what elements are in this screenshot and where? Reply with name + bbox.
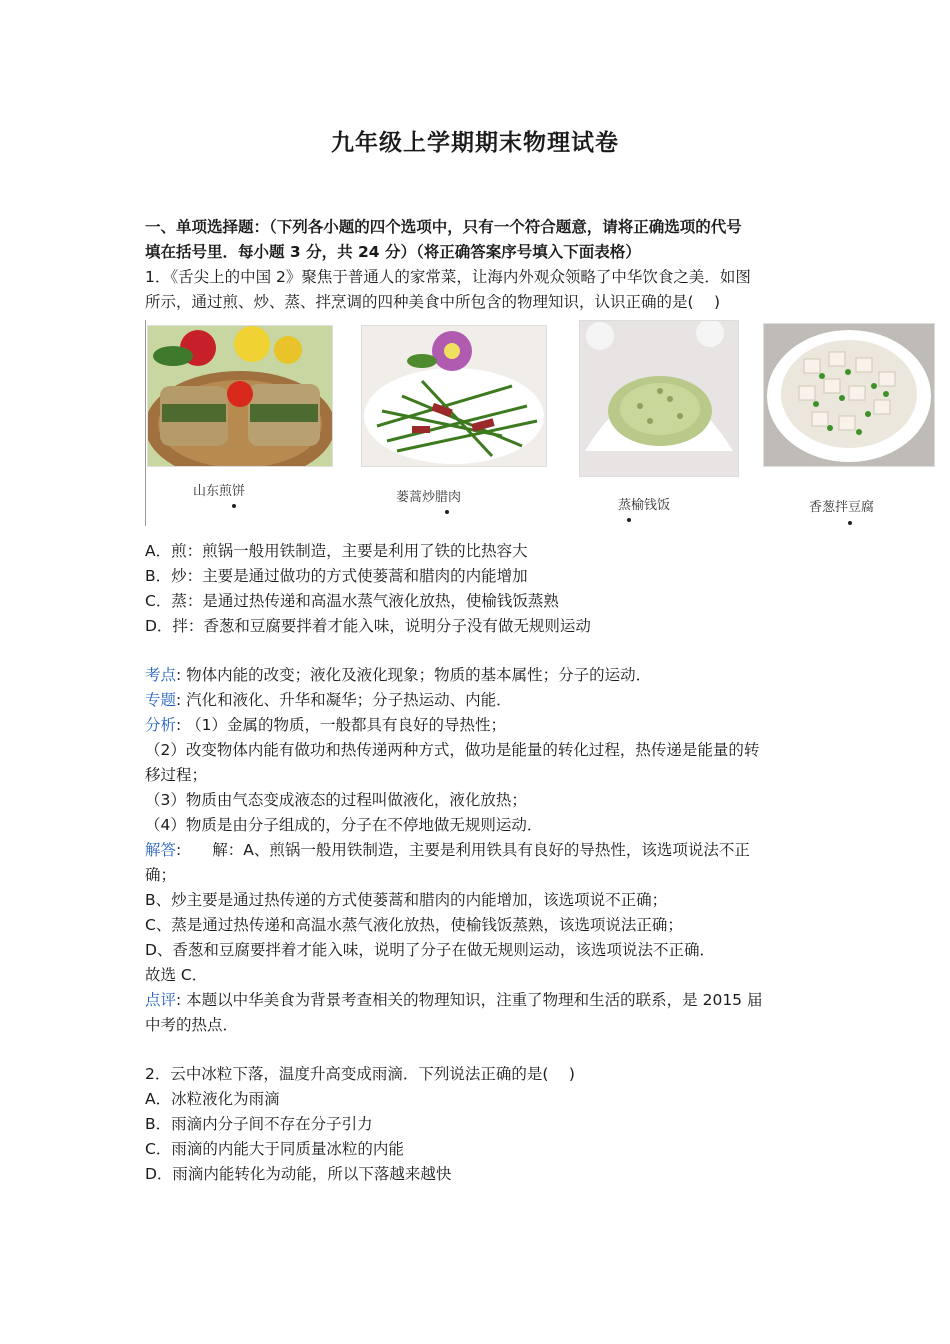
fenxi-text: : （1）金属的物质，一般都具有良好的导热性；: [176, 716, 507, 734]
q1-jieda-1b: 确；: [145, 866, 177, 884]
q1-jieda-5: 故选 C．: [145, 966, 208, 984]
q1-fenxi: [145, 713, 506, 738]
zhuanti-text: : 汽化和液化、升华和凝华；分子热运动、内能．: [176, 691, 512, 709]
kaodian-label: 考点: [145, 666, 177, 684]
q2-option-d: D．雨滴内能转化为动能，所以下落越来越快: [145, 1165, 452, 1183]
image-border-line: [145, 320, 146, 526]
caption-tofu: 香葱拌豆腐: [809, 500, 875, 515]
q1-kaodian: [145, 663, 651, 688]
q1-food-images: [145, 320, 935, 526]
q1-fenxi-4: （4）物质是由分子组成的，分子在不停地做无规则运动．: [145, 816, 543, 834]
q2-option-c: C．雨滴的内能大于同质量冰粒的内能: [145, 1140, 404, 1158]
dianping-label: 点评: [145, 991, 177, 1009]
q1-option-d: D．拌：香葱和豆腐要拌着才能入味，说明分子没有做无规则运动: [145, 617, 591, 635]
q1-option-b: B．炒：主要是通过做功的方式使蒌蒿和腊肉的内能增加: [145, 567, 528, 585]
q2-option-b: B．雨滴内分子间不存在分子引力: [145, 1115, 373, 1133]
jieda-text: : 解：A、煎锅一般用铁制造，主要是利用铁具有良好的导热性，该选项说法不正: [176, 841, 750, 859]
tofu-photo: [763, 323, 935, 467]
caption-jianbing: 山东煎饼: [193, 484, 246, 499]
caption-dot: [232, 504, 236, 508]
fenxi-label: 分析: [145, 716, 177, 734]
q1-dianping-2: 中考的热点．: [145, 1016, 239, 1034]
steamed-rice-photo: [579, 320, 739, 477]
q2-stem: 2．云中冰粒下落，温度升高变成雨滴．下列说法正确的是( ): [145, 1065, 575, 1083]
q1-dianping: [145, 988, 762, 1013]
caption-dot: [848, 521, 852, 525]
q1-jieda-2: B、炒主要是通过热传递的方式使蒌蒿和腊肉的内能增加，该选项说不正确；: [145, 891, 668, 909]
q1-option-a: A．煎：煎锅一般用铁制造，主要是利用了铁的比热容大: [145, 542, 528, 560]
q1-fenxi-3: （3）物质由气态变成液态的过程叫做液化，液化放热；: [145, 791, 527, 809]
q1-jieda: [145, 838, 750, 863]
caption-stirfry: 蒌蒿炒腊肉: [396, 490, 462, 505]
dianping-text: : 本题以中华美食为背景考查相关的物理知识，注重了物理和生活的联系，是 2015 届: [176, 991, 763, 1009]
q1-option-c: C．蒸：是通过热传递和高温水蒸气液化放热，使榆钱饭蒸熟: [145, 592, 559, 610]
section-heading-line2: 填在括号里．每小题 3 分，共 24 分）（将正确答案序号填入下面表格）: [145, 243, 641, 261]
q1-zhuanti: [145, 688, 512, 713]
caption-dot: [445, 510, 449, 514]
jianbing-photo: [147, 325, 333, 467]
kaodian-text: : 物体内能的改变；液化及液化现象；物质的基本属性；分子的运动．: [176, 666, 652, 684]
q1-jieda-4: D、香葱和豆腐要拌着才能入味，说明了分子在做无规则运动，该选项说法不正确．: [145, 941, 715, 959]
q1-fenxi-2b: 移过程；: [145, 766, 208, 784]
q1-fenxi-2a: （2）改变物体内能有做功和热传递两种方式，做功是能量的转化过程，热传递是能量的转: [145, 741, 760, 759]
caption-steamed-rice: 蒸榆钱饭: [618, 498, 671, 513]
page-title: 九年级上学期期末物理试卷: [331, 130, 619, 156]
caption-dot: [627, 518, 631, 522]
q1-stem-line1: 1．《舌尖上的中国 2》聚焦于普通人的家常菜，让海内外观众领略了中华饮食之美．如图: [145, 268, 751, 286]
stirfry-photo: [361, 325, 547, 467]
q2-option-a: A．冰粒液化为雨滴: [145, 1090, 280, 1108]
zhuanti-label: 专题: [145, 691, 177, 709]
jieda-label: 解答: [145, 841, 177, 859]
section-heading-line1: 一、单项选择题：（下列各小题的四个选项中，只有一个符合题意，请将正确选项的代号: [145, 218, 742, 236]
q1-stem-line2: 所示，通过煎、炒、蒸、拌烹调的四种美食中所包含的物理知识，认识正确的是( ): [145, 293, 721, 311]
q1-jieda-3: C、蒸是通过热传递和高温水蒸气液化放热，使榆钱饭蒸熟，该选项说法正确；: [145, 916, 683, 934]
